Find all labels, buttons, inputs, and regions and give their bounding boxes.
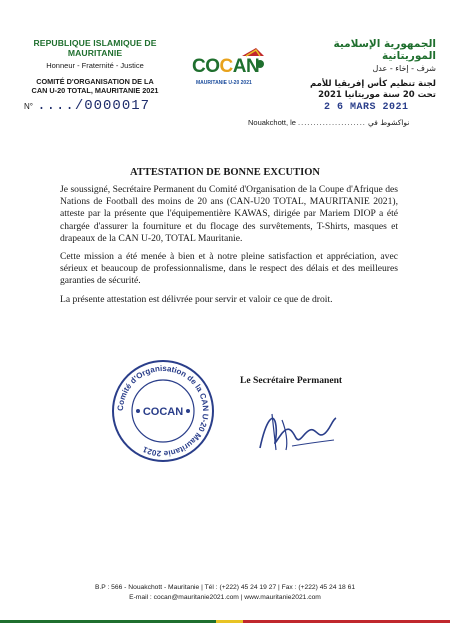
official-stamp <box>108 356 218 466</box>
handwritten-signature <box>252 390 344 462</box>
national-motto-arabic: شرف - إخاء - عدل <box>372 64 436 73</box>
committee-arabic-line-1: لجنة تنظيم كأس إفريقيا للأمم <box>309 79 436 89</box>
committee-name <box>10 77 180 95</box>
republic-name-arabic: الجمهورية الإسلامية الموريتانية <box>333 38 436 62</box>
paragraph-3: La présente attestation est délivrée pour servir et valoir ce que de droit. <box>60 293 333 305</box>
national-motto: Honneur - Fraternité - Justice <box>46 61 144 70</box>
signatory-title: Le Secrétaire Permanent <box>240 375 343 386</box>
committee-arabic-line-2: تحت 20 سنة موريتانيا 2021 <box>318 90 436 100</box>
stamp-outer-text: Comité d'Organisation de la CAN U-20 Mauritanie 2021 <box>115 363 211 459</box>
document-body <box>60 184 398 312</box>
footer-address: B.P : 566 - Nouakchott - Mauritanie | Tél : (+222) 45 24 19 27 | Fax : (+222) 45 24 18 61 <box>94 584 356 591</box>
committee-line-2: CAN U-20 TOTAL, MAURITANIE 2021 <box>31 86 159 95</box>
header-left <box>10 38 180 95</box>
date-line <box>248 118 409 127</box>
logo-wordmark: COCAN <box>192 56 260 77</box>
footer <box>0 583 450 603</box>
paragraph-1: Je soussigné, Secrétaire Permanent du Comité d'Organisation de la Coupe d'Afrique des Nations de Football des moins de 20 ans (CAN-U20 TOTAL, MAURITANIE 2021), atteste par la présente que l'équipementière KAWAS, dirigée par Mariem DIOP a été chargée d'assurer la fourniture et du flocage des survêtements, T-Shirts, masques et drapeaux de la CAN U-20, TOTAL Mauritanie. <box>60 184 398 244</box>
logo-subtitle: MAURITANIE U-20 2021 <box>196 80 252 86</box>
footer-contact: E-mail : cocan@mauritanie2021.com | www.mauritanie2021.com <box>129 594 321 601</box>
republic-name: REPUBLIQUE ISLAMIQUE DE MAURITANIE <box>33 38 157 58</box>
committee-name-arabic <box>286 79 436 101</box>
paragraph-2: Cette mission a été menée à bien et à notre pleine satisfaction et appréciation, avec sérieux et beaucoup de professionnalisme, dans le respect des délais et des meilleures garanties de sécurité. <box>60 251 398 287</box>
header-right-arabic <box>286 38 436 101</box>
date-stamp: 2 6 MARS 2021 <box>324 102 409 113</box>
stamp-center-text: COCAN <box>142 406 184 418</box>
document-number <box>24 98 150 114</box>
date-dots: ...................... <box>298 118 366 127</box>
committee-line-1: COMITÉ D'ORGANISATION DE LA <box>36 77 154 86</box>
place-label: Nouakchott, le <box>248 118 296 127</box>
cocan-logo <box>190 44 272 94</box>
flag-band <box>0 620 450 623</box>
number-value: ..../0000017 <box>37 98 151 114</box>
place-label-arabic: نواكشوط في <box>367 118 410 127</box>
number-label: N° <box>24 102 33 111</box>
document-title: ATTESTATION DE BONNE EXCUTION <box>130 167 320 178</box>
